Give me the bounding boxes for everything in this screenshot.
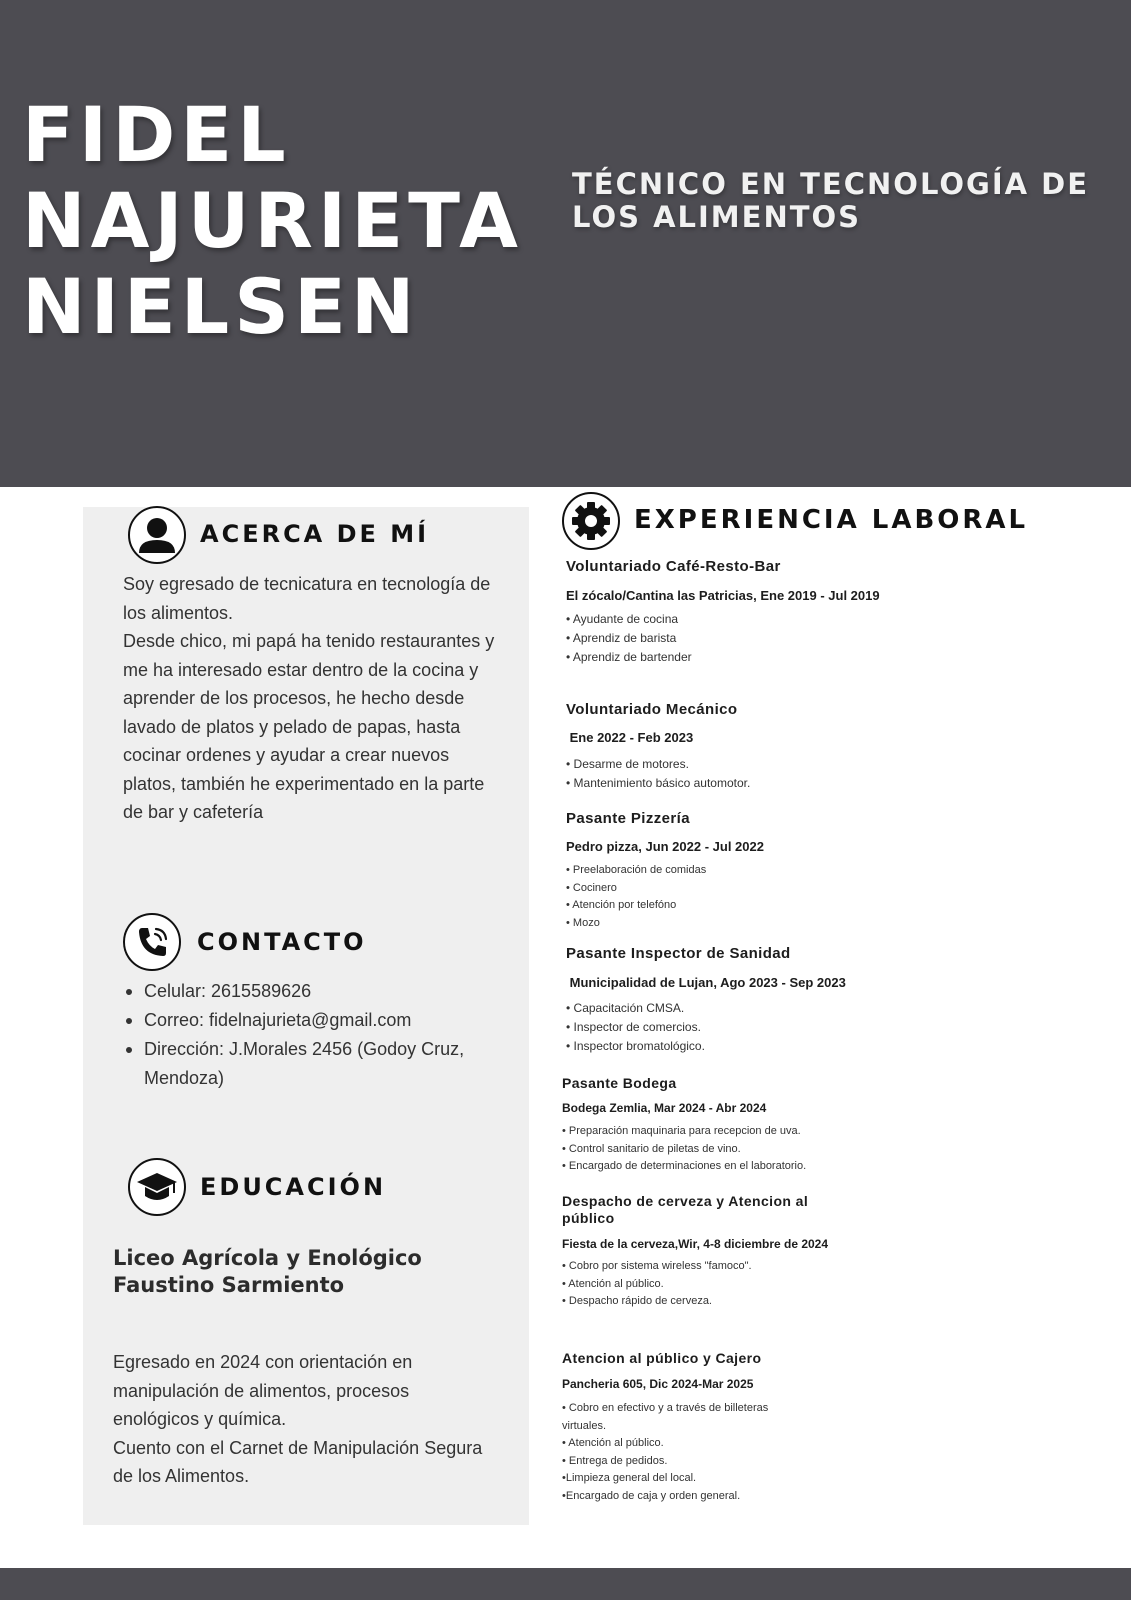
job-entry <box>562 1075 892 1176</box>
job-role: Voluntariado Mecánico <box>566 701 738 718</box>
user-icon <box>128 506 186 564</box>
job-task: • Atención al público. <box>562 1277 664 1290</box>
job-role: Despacho de cerveza y Atencion al público <box>562 1193 809 1226</box>
about-paragraph: Soy egresado de tecnicatura en tecnología de los alimentos. <box>123 574 491 623</box>
job-tasks <box>566 610 896 667</box>
job-role: Atencion al público y Cajero <box>562 1350 762 1366</box>
education-text <box>113 1348 493 1491</box>
job-role: Pasante Bodega <box>562 1075 677 1091</box>
job-company: Pedro pizza, Jun 2022 - Jul 2022 <box>566 839 764 854</box>
job-role: Voluntariado Café-Resto-Bar <box>566 558 781 575</box>
contact-list <box>123 977 503 1093</box>
job-tasks <box>562 1258 832 1311</box>
profession-line: LOS ALIMENTOS <box>572 200 862 234</box>
job-tasks <box>562 1400 802 1505</box>
job-tasks <box>566 755 896 793</box>
job-task: • Mozo <box>566 916 600 929</box>
education-section-title: EDUCACIÓN <box>200 1173 387 1201</box>
job-task: • Aprendiz de barista <box>566 631 677 645</box>
job-task: •Encargado de caja y orden general. <box>562 1489 741 1502</box>
job-entry <box>566 945 906 1056</box>
education-paragraph: Cuento con el Carnet de Manipulación Segura de los Alimentos. <box>113 1437 483 1486</box>
about-paragraph: Desde chico, mi papá ha tenido restaurantes y me ha interesado estar dentro de la cocina y aprender de los procesos, he hecho desde lavado de platos y pelado de papas, hasta cocinar ordenes y ayudar a crear nuevos platos, también he experimentado en la parte de bar y cafetería <box>123 631 495 822</box>
job-entry <box>566 810 896 932</box>
job-entry <box>566 558 896 667</box>
job-role: Pasante Inspector de Sanidad <box>566 945 791 962</box>
job-company: Bodega Zemlia, Mar 2024 - Abr 2024 <box>562 1101 767 1115</box>
job-task: • Entrega de pedidos. <box>562 1454 668 1467</box>
about-section-title: ACERCA DE MÍ <box>200 520 430 548</box>
job-task: • Desarme de motores. <box>566 757 689 771</box>
job-entry <box>566 701 896 793</box>
full-name <box>22 92 523 350</box>
about-text <box>123 570 503 827</box>
job-task: •Limpieza general del local. <box>562 1472 697 1484</box>
job-task: • Encargado de determinaciones en el laboratorio. <box>562 1160 807 1172</box>
education-paragraph: Egresado en 2024 con orientación en manipulación de alimentos, procesos enológicos y química. <box>113 1352 413 1429</box>
job-company: Pancheria 605, Dic 2024-Mar 2025 <box>562 1377 754 1391</box>
name-line-first: FIDEL <box>22 90 291 179</box>
job-task: • Atención por telefóno <box>566 899 677 911</box>
job-task: • Cobro por sistema wireless "famoco". <box>562 1260 752 1272</box>
job-company: Fiesta de la cerveza,Wir, 4-8 diciembre de 2024 <box>562 1237 829 1251</box>
job-role: Pasante Pizzería <box>566 810 690 827</box>
name-line-surname: NAJURIETA <box>22 176 523 265</box>
experience-section-title: EXPERIENCIA LABORAL <box>634 505 1029 535</box>
job-task: • Preelaboración de comidas <box>566 864 707 876</box>
job-task: • Atención al público. <box>562 1437 664 1449</box>
contact-phone: Celular: 2615589626 <box>123 977 503 1006</box>
job-task: • Capacitación CMSA. <box>566 1001 685 1015</box>
graduation-cap-icon <box>128 1158 186 1216</box>
footer-bar <box>0 1568 1131 1600</box>
job-task: • Cobro en efectivo y a través de billeteras virtuales. <box>562 1402 769 1432</box>
job-tasks <box>566 862 896 932</box>
job-task: • Mantenimiento básico automotor. <box>566 776 751 790</box>
gear-icon <box>562 492 620 550</box>
job-company: Municipalidad de Lujan, Ago 2023 - Sep 2023 <box>566 975 846 990</box>
job-company: Ene 2022 - Feb 2023 <box>566 730 694 745</box>
school-name: Liceo Agrícola y Enológico Faustino Sarmiento <box>113 1246 422 1297</box>
profession-line: TÉCNICO EN TECNOLOGÍA DE <box>572 167 1090 201</box>
job-task: • Cocinero <box>566 881 617 894</box>
job-task: • Despacho rápido de cerveza. <box>562 1295 712 1307</box>
header-banner <box>0 0 1131 487</box>
contact-email: Correo: fidelnajurieta@gmail.com <box>123 1006 503 1035</box>
job-tasks <box>566 999 906 1056</box>
job-task: • Control sanitario de piletas de vino. <box>562 1142 741 1155</box>
job-task: • Preparación maquinaria para recepcion de uva. <box>562 1125 801 1137</box>
job-task: • Aprendiz de bartender <box>566 650 692 664</box>
job-entry <box>562 1193 832 1311</box>
profession-title <box>572 168 1092 234</box>
job-entry <box>562 1350 802 1505</box>
job-tasks <box>562 1123 892 1176</box>
contact-address: Dirección: J.Morales 2456 (Godoy Cruz, Mendoza) <box>123 1035 503 1093</box>
job-task: • Inspector de comercios. <box>566 1020 701 1034</box>
phone-icon <box>123 913 181 971</box>
contact-section-title: CONTACTO <box>197 928 367 956</box>
job-company: El zócalo/Cantina las Patricias, Ene 2019 - Jul 2019 <box>566 588 880 603</box>
job-task: • Ayudante de cocina <box>566 612 679 626</box>
name-line-second-surname: NIELSEN <box>22 262 420 351</box>
job-task: • Inspector bromatológico. <box>566 1039 705 1053</box>
